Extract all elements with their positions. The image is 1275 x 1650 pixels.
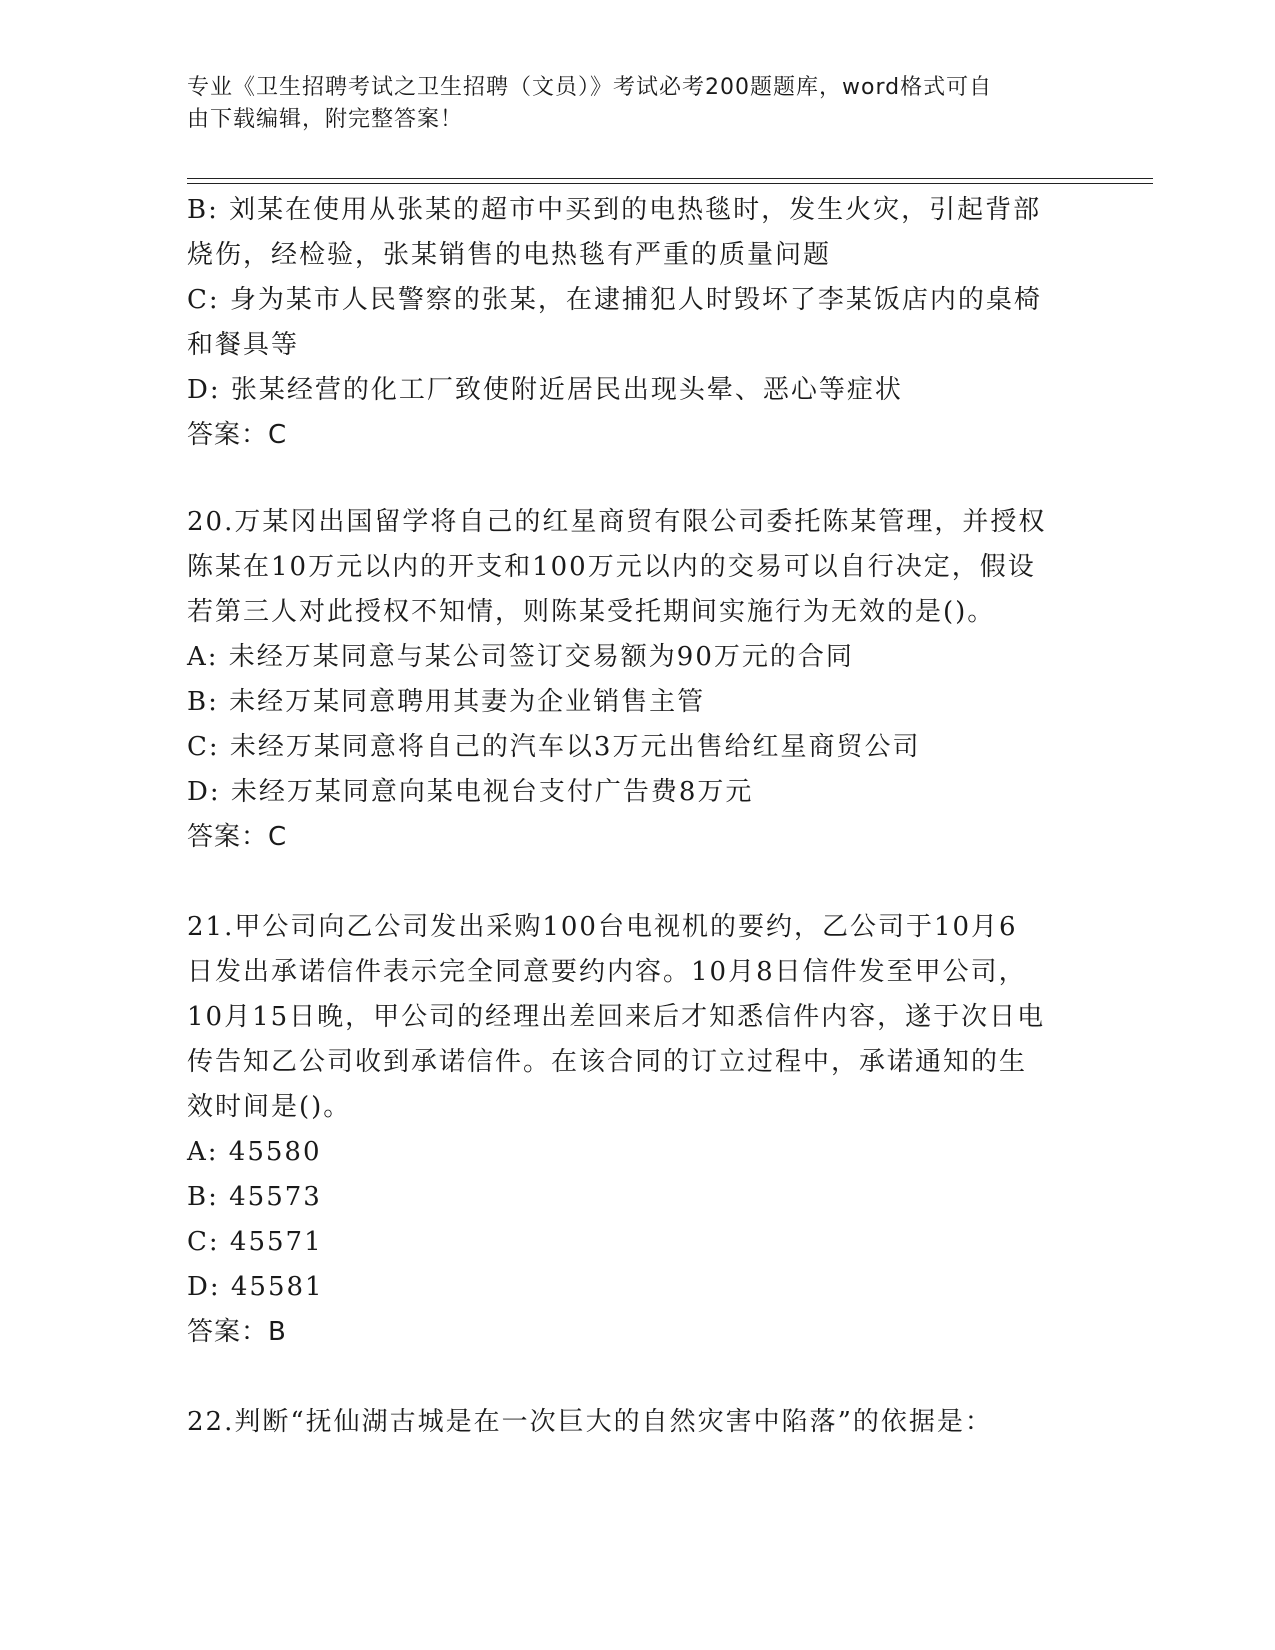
text-line: B: 未经万某同意聘用其妻为企业销售主管: [187, 687, 706, 717]
text-line: 21.甲公司向乙公司发出采购100台电视机的要约，乙公司于10月6: [187, 912, 1018, 942]
text-line: 20.万某冈出国留学将自己的红星商贸有限公司委托陈某管理，并授权: [187, 507, 1047, 537]
text-line: C: 身为某市人民警察的张某，在逮捕犯人时毁坏了李某饭店内的桌椅: [187, 285, 1042, 315]
text-line: 和餐具等: [187, 330, 300, 360]
text-line: 日发出承诺信件表示完全同意要约内容。10月8日信件发至甲公司，: [187, 957, 1027, 987]
text-line: A: 未经万某同意与某公司签订交易额为90万元的合同: [187, 642, 854, 672]
text-line: 效时间是()。: [187, 1092, 352, 1122]
answer-line: 答案：C: [187, 420, 288, 450]
text-line: C: 45571: [187, 1227, 323, 1257]
text-line: 陈某在10万元以内的开支和100万元以内的交易可以自行决定，假设: [187, 552, 1036, 582]
answer-line: 答案：C: [187, 822, 288, 852]
text-line: 烧伤，经检验，张某销售的电热毯有严重的质量问题: [187, 240, 832, 270]
text-line: 22.判断“抚仙湖古城是在一次巨大的自然灾害中陷落”的依据是：: [187, 1407, 993, 1437]
header-line-2: 由下载编辑，附完整答案！: [187, 107, 464, 132]
text-line: A: 45580: [187, 1137, 322, 1167]
text-line: D: 45581: [187, 1272, 324, 1302]
answer-line: 答案：B: [187, 1317, 287, 1347]
header-divider-top: [187, 178, 1153, 179]
text-line: B: 刘某在使用从张某的超市中买到的电热毯时，发生火灾，引起背部: [187, 195, 1042, 225]
text-line: 传告知乙公司收到承诺信件。在该合同的订立过程中，承诺通知的生: [187, 1047, 1028, 1077]
text-line: 若第三人对此授权不知情，则陈某受托期间实施行为无效的是()。: [187, 597, 996, 627]
text-line: B: 45573: [187, 1182, 322, 1212]
header-divider-bottom: [187, 183, 1153, 184]
text-line: C: 未经万某同意将自己的汽车以3万元出售给红星商贸公司: [187, 732, 921, 762]
text-line: D: 张某经营的化工厂致使附近居民出现头晕、恶心等症状: [187, 375, 903, 405]
text-line: 10月15日晚，甲公司的经理出差回来后才知悉信件内容，遂于次日电: [187, 1002, 1046, 1032]
document-header: [187, 72, 1067, 136]
text-line: D: 未经万某同意向某电视台支付广告费8万元: [187, 777, 754, 807]
header-line-1: 专业《卫生招聘考试之卫生招聘（文员）》考试必考200题题库，word格式可自: [187, 75, 993, 100]
